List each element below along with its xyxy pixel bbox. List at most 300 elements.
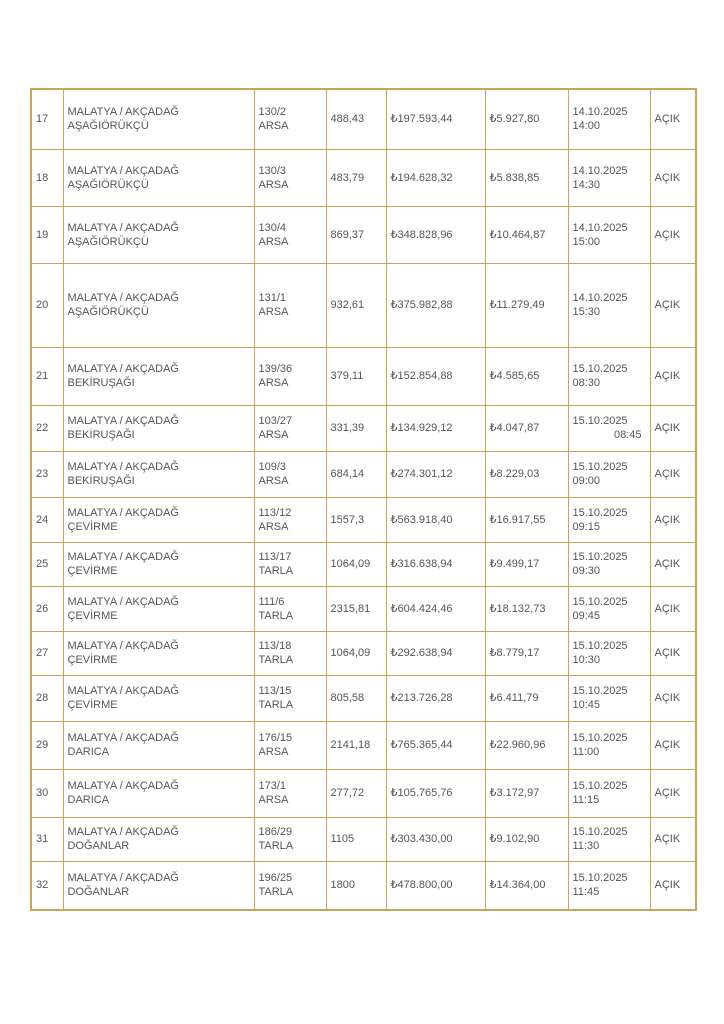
table-row xyxy=(31,497,696,542)
table-row xyxy=(31,817,696,861)
cell-deposit xyxy=(485,347,568,405)
cell-date-time xyxy=(568,451,650,497)
cell-text: ÇEVİRME xyxy=(67,699,118,711)
cell-text: AÇIK xyxy=(654,370,681,382)
table-row xyxy=(31,347,696,405)
cell-text: DOĞANLAR xyxy=(67,886,130,899)
cell-text: 109/3 xyxy=(258,461,287,473)
cell-text: 14:00 xyxy=(572,120,601,133)
cell-text: AÇIK xyxy=(654,833,681,845)
cell-area xyxy=(326,542,386,586)
cell-text: 09:00 xyxy=(572,475,601,487)
cell-text: 331,39 xyxy=(330,422,365,434)
cell-deposit xyxy=(485,769,568,817)
cell-text: AÇIK xyxy=(654,228,681,241)
cell-text: ₺14.364,00 xyxy=(489,879,546,892)
cell-date-time xyxy=(568,675,650,721)
cell-text: 805,58 xyxy=(330,692,365,704)
cell-text: 08:30 xyxy=(572,377,601,389)
table-row xyxy=(31,769,696,817)
cell-deposit xyxy=(485,149,568,206)
cell-deposit xyxy=(485,861,568,910)
cell-text: TARLA xyxy=(258,699,294,711)
cell-text: TARLA xyxy=(258,654,294,666)
cell-text: 14.10.2025 xyxy=(572,106,628,119)
table-row xyxy=(31,89,696,149)
cell-text: 483,79 xyxy=(330,171,365,184)
cell-row-number xyxy=(31,347,63,405)
cell-text: MALATYA / AKÇADAĞ xyxy=(67,164,179,177)
cell-parcel-and-type xyxy=(254,769,326,817)
cell-text: 15.10.2025 xyxy=(572,506,628,519)
cell-row-number xyxy=(31,631,63,675)
cell-text: 131/1 xyxy=(258,292,287,304)
table-row xyxy=(31,263,696,347)
cell-text: MALATYA / AKÇADAĞ xyxy=(67,106,179,119)
cell-text: AÇIK xyxy=(654,513,681,526)
cell-text: MALATYA / AKÇADAĞ xyxy=(67,506,179,519)
cell-text: 113/18 xyxy=(258,640,292,652)
cell-text: 15.10.2025 xyxy=(572,640,628,652)
cell-area xyxy=(326,721,386,769)
cell-deposit xyxy=(485,206,568,263)
cell-text: ₺8.229,03 xyxy=(489,468,540,480)
cell-text: 15.10.2025 xyxy=(572,826,628,838)
cell-status xyxy=(650,586,696,631)
cell-text: BEKİRUŞAĞI xyxy=(67,377,135,389)
cell-area xyxy=(326,675,386,721)
cell-text: ₺604.424,46 xyxy=(390,602,453,615)
cell-deposit xyxy=(485,89,568,149)
cell-text: 15.10.2025 xyxy=(572,732,628,744)
cell-text: 11:45 xyxy=(572,886,600,899)
cell-text: ₺274.301,12 xyxy=(390,468,453,480)
cell-text: MALATYA / AKÇADAĞ xyxy=(67,551,179,563)
cell-status xyxy=(650,263,696,347)
cell-price xyxy=(386,451,485,497)
cell-text: 32 xyxy=(36,879,49,892)
cell-text: 139/36 xyxy=(258,363,293,375)
table-row xyxy=(31,542,696,586)
cell-text: ₺105.765,76 xyxy=(390,787,453,799)
cell-text: MALATYA / AKÇADAĞ xyxy=(67,221,179,234)
cell-text: ₺6.411,79 xyxy=(489,692,539,704)
cell-text: 11:15 xyxy=(572,794,600,806)
cell-text: AÇIK xyxy=(654,647,681,659)
cell-parcel-and-type xyxy=(254,206,326,263)
cell-status xyxy=(650,631,696,675)
cell-text: 277,72 xyxy=(330,787,365,799)
table-row xyxy=(31,721,696,769)
cell-text: 130/4 xyxy=(258,221,287,234)
cell-text: DARICA xyxy=(67,746,110,758)
cell-row-number xyxy=(31,675,63,721)
cell-parcel-and-type xyxy=(254,631,326,675)
table-row xyxy=(31,675,696,721)
cell-row-number xyxy=(31,206,63,263)
cell-text: AÇIK xyxy=(654,171,681,184)
cell-text: ÇEVİRME xyxy=(67,609,118,622)
cell-text: MALATYA / AKÇADAĞ xyxy=(67,826,179,838)
cell-date-time xyxy=(568,769,650,817)
cell-price xyxy=(386,631,485,675)
cell-deposit xyxy=(485,497,568,542)
cell-text: 173/1 xyxy=(258,780,287,792)
cell-text: 932,61 xyxy=(330,299,365,311)
cell-text: ARSA xyxy=(258,235,289,248)
cell-text: ₺4.585,65 xyxy=(489,370,540,382)
cell-text: 1800 xyxy=(330,879,355,892)
cell-text: DARICA xyxy=(67,794,110,806)
cell-row-number xyxy=(31,149,63,206)
cell-text: 130/3 xyxy=(258,164,287,177)
cell-status xyxy=(650,149,696,206)
cell-status xyxy=(650,405,696,451)
cell-text: 08:45 xyxy=(613,429,642,441)
cell-text: ₺5.838,85 xyxy=(489,171,540,184)
cell-text: 15.10.2025 xyxy=(572,780,628,792)
cell-text: 22 xyxy=(36,422,49,434)
cell-text: ARSA xyxy=(258,178,289,191)
cell-price xyxy=(386,586,485,631)
cell-text: 30 xyxy=(36,787,49,799)
cell-row-number xyxy=(31,263,63,347)
cell-row-number xyxy=(31,405,63,451)
cell-text: BEKİRUŞAĞI xyxy=(67,429,135,441)
cell-text: AÇIK xyxy=(654,602,681,615)
cell-row-number xyxy=(31,451,63,497)
cell-text: 684,14 xyxy=(330,468,365,480)
cell-price xyxy=(386,721,485,769)
cell-text: 15:30 xyxy=(572,306,601,318)
cell-text: MALATYA / AKÇADAĞ xyxy=(67,415,179,427)
cell-parcel-and-type xyxy=(254,149,326,206)
cell-area xyxy=(326,769,386,817)
cell-text: 15.10.2025 xyxy=(572,461,628,473)
cell-text: ₺9.102,90 xyxy=(489,833,540,845)
cell-price xyxy=(386,405,485,451)
cell-text: 24 xyxy=(36,513,49,526)
cell-price xyxy=(386,861,485,910)
cell-text: ₺5.927,80 xyxy=(489,113,540,126)
table-row xyxy=(31,149,696,206)
cell-parcel-and-type xyxy=(254,675,326,721)
cell-text: MALATYA / AKÇADAĞ xyxy=(67,461,179,473)
cell-text: ARSA xyxy=(258,429,289,441)
cell-text: ₺9.499,17 xyxy=(489,558,540,570)
cell-deposit xyxy=(485,817,568,861)
cell-text: AÇIK xyxy=(654,558,681,570)
cell-text: 488,43 xyxy=(330,113,365,126)
cell-text: 09:45 xyxy=(572,609,601,622)
table-row xyxy=(31,586,696,631)
cell-text: 113/17 xyxy=(258,551,292,563)
cell-text: MALATYA / AKÇADAĞ xyxy=(67,685,179,697)
cell-location xyxy=(63,405,254,451)
cell-text: AÇIK xyxy=(654,787,681,799)
cell-status xyxy=(650,497,696,542)
cell-area xyxy=(326,149,386,206)
cell-row-number xyxy=(31,542,63,586)
cell-text: TARLA xyxy=(258,565,294,577)
cell-deposit xyxy=(485,721,568,769)
cell-text: 186/29 xyxy=(258,826,293,838)
cell-price xyxy=(386,769,485,817)
cell-text: 11:00 xyxy=(572,746,600,758)
cell-status xyxy=(650,721,696,769)
cell-text: ₺375.982,88 xyxy=(390,299,453,311)
cell-text: 11:30 xyxy=(572,840,600,852)
cell-text: 130/2 xyxy=(258,106,287,119)
cell-date-time xyxy=(568,861,650,910)
cell-text: TARLA xyxy=(258,609,294,622)
cell-text: 14:30 xyxy=(572,178,601,191)
cell-parcel-and-type xyxy=(254,586,326,631)
cell-date-time xyxy=(568,586,650,631)
cell-text: ₺8.779,17 xyxy=(489,647,540,659)
cell-text: ÇEVİRME xyxy=(67,520,118,533)
cell-location xyxy=(63,631,254,675)
cell-text: 19 xyxy=(36,228,49,241)
cell-text: 09:30 xyxy=(572,565,601,577)
cell-text: AÇIK xyxy=(654,879,681,892)
table-row xyxy=(31,451,696,497)
cell-text: 103/27 xyxy=(258,415,293,427)
cell-area xyxy=(326,206,386,263)
cell-row-number xyxy=(31,89,63,149)
cell-location xyxy=(63,542,254,586)
cell-area xyxy=(326,451,386,497)
cell-text: 113/12 xyxy=(258,506,292,519)
cell-parcel-and-type xyxy=(254,347,326,405)
cell-text: DOĞANLAR xyxy=(67,840,130,852)
cell-text: TARLA xyxy=(258,886,294,899)
cell-text: 15.10.2025 xyxy=(572,551,628,563)
cell-deposit xyxy=(485,542,568,586)
cell-text: ARSA xyxy=(258,520,289,533)
cell-date-time xyxy=(568,206,650,263)
cell-text: ₺316.638,94 xyxy=(390,558,453,570)
cell-location xyxy=(63,675,254,721)
cell-text: ₺292.638,94 xyxy=(390,647,453,659)
cell-status xyxy=(650,206,696,263)
cell-text: AŞAĞIÖRÜKÇÜ xyxy=(67,120,149,133)
cell-parcel-and-type xyxy=(254,497,326,542)
cell-location xyxy=(63,721,254,769)
cell-price xyxy=(386,263,485,347)
cell-area xyxy=(326,817,386,861)
cell-text: BEKİRUŞAĞI xyxy=(67,475,135,487)
cell-text: AŞAĞIÖRÜKÇÜ xyxy=(67,306,149,318)
cell-date-time xyxy=(568,497,650,542)
cell-row-number xyxy=(31,817,63,861)
cell-area xyxy=(326,586,386,631)
table-row xyxy=(31,631,696,675)
cell-area xyxy=(326,263,386,347)
cell-date-time xyxy=(568,263,650,347)
cell-status xyxy=(650,769,696,817)
cell-text: ₺152.854,88 xyxy=(390,370,453,382)
cell-text: 2141,18 xyxy=(330,739,371,751)
cell-text: 15.10.2025 xyxy=(572,595,628,608)
cell-parcel-and-type xyxy=(254,542,326,586)
cell-row-number xyxy=(31,861,63,910)
cell-text: MALATYA / AKÇADAĞ xyxy=(67,780,179,792)
cell-text: 14.10.2025 xyxy=(572,292,628,304)
cell-text: 14.10.2025 xyxy=(572,221,628,234)
cell-row-number xyxy=(31,769,63,817)
cell-text: ₺16.917,55 xyxy=(489,513,546,526)
cell-text: AÇIK xyxy=(654,739,681,751)
cell-text: ARSA xyxy=(258,475,289,487)
cell-parcel-and-type xyxy=(254,263,326,347)
cell-text: ₺10.464,87 xyxy=(489,228,546,241)
cell-text: ₺22.960,96 xyxy=(489,739,546,751)
cell-location xyxy=(63,89,254,149)
cell-text: ARSA xyxy=(258,120,289,133)
cell-text: AŞAĞIÖRÜKÇÜ xyxy=(67,235,149,248)
cell-text: 21 xyxy=(36,370,49,382)
cell-price xyxy=(386,497,485,542)
cell-text: 14.10.2025 xyxy=(572,164,628,177)
cell-date-time xyxy=(568,347,650,405)
cell-row-number xyxy=(31,586,63,631)
cell-text: 29 xyxy=(36,739,49,751)
cell-area xyxy=(326,497,386,542)
table-row xyxy=(31,206,696,263)
cell-text: MALATYA / AKÇADAĞ xyxy=(67,363,179,375)
cell-text: 176/15 xyxy=(258,732,293,744)
cell-text: 28 xyxy=(36,692,49,704)
cell-price xyxy=(386,542,485,586)
cell-text: ÇEVİRME xyxy=(67,565,118,577)
cell-deposit xyxy=(485,263,568,347)
cell-text: 09:15 xyxy=(572,520,601,533)
cell-location xyxy=(63,263,254,347)
cell-text: MALATYA / AKÇADAĞ xyxy=(67,640,179,652)
cell-text: ARSA xyxy=(258,746,289,758)
cell-area xyxy=(326,347,386,405)
table-row xyxy=(31,861,696,910)
cell-text: ARSA xyxy=(258,306,289,318)
cell-text: ₺18.132,73 xyxy=(489,602,546,615)
cell-parcel-and-type xyxy=(254,861,326,910)
cell-parcel-and-type xyxy=(254,817,326,861)
cell-price xyxy=(386,89,485,149)
cell-deposit xyxy=(485,631,568,675)
cell-area xyxy=(326,631,386,675)
cell-area xyxy=(326,861,386,910)
cell-text: 15:00 xyxy=(572,235,601,248)
cell-text: 10:30 xyxy=(572,654,601,666)
cell-text: 1064,09 xyxy=(330,558,371,570)
cell-date-time xyxy=(568,817,650,861)
cell-text: 379,11 xyxy=(330,370,364,382)
cell-date-time xyxy=(568,149,650,206)
cell-location xyxy=(63,586,254,631)
cell-text: AŞAĞIÖRÜKÇÜ xyxy=(67,178,149,191)
cell-deposit xyxy=(485,675,568,721)
cell-status xyxy=(650,861,696,910)
cell-text: 113/15 xyxy=(258,685,292,697)
cell-parcel-and-type xyxy=(254,405,326,451)
cell-deposit xyxy=(485,405,568,451)
cell-text: ₺4.047,87 xyxy=(489,422,540,434)
cell-text: MALATYA / AKÇADAĞ xyxy=(67,595,179,608)
cell-text: ÇEVİRME xyxy=(67,654,118,666)
cell-status xyxy=(650,89,696,149)
cell-text: ₺134.929,12 xyxy=(390,422,453,434)
cell-area xyxy=(326,89,386,149)
cell-text: ₺11.279,49 xyxy=(489,299,545,311)
cell-text: 27 xyxy=(36,647,49,659)
cell-parcel-and-type xyxy=(254,721,326,769)
cell-text: 10:45 xyxy=(572,699,601,711)
cell-text: 1064,09 xyxy=(330,647,371,659)
cell-text: AÇIK xyxy=(654,113,681,126)
cell-text: 15.10.2025 xyxy=(572,363,628,375)
cell-text: 15.10.2025 xyxy=(572,415,628,427)
cell-text: ₺303.430,00 xyxy=(390,833,453,845)
cell-text: ₺563.918,40 xyxy=(390,513,453,526)
cell-text: 18 xyxy=(36,171,49,184)
cell-text: ₺3.172,97 xyxy=(489,787,540,799)
cell-text: MALATYA / AKÇADAĞ xyxy=(67,292,179,304)
cell-text: 15.10.2025 xyxy=(572,872,628,885)
cell-date-time xyxy=(568,405,650,451)
cell-text: 20 xyxy=(36,299,49,311)
cell-price xyxy=(386,149,485,206)
cell-text: MALATYA / AKÇADAĞ xyxy=(67,872,179,885)
cell-text: ₺348.828,96 xyxy=(390,228,453,241)
cell-status xyxy=(650,675,696,721)
cell-text: ₺197.593,44 xyxy=(390,113,453,126)
cell-location xyxy=(63,206,254,263)
cell-text: 869,37 xyxy=(330,228,365,241)
cell-area xyxy=(326,405,386,451)
cell-parcel-and-type xyxy=(254,451,326,497)
cell-text: 1557,3 xyxy=(330,513,365,526)
cell-price xyxy=(386,817,485,861)
cell-text: ₺478.800,00 xyxy=(390,879,453,892)
cell-text: AÇIK xyxy=(654,422,681,434)
cell-date-time xyxy=(568,631,650,675)
auction-table-body xyxy=(31,89,696,910)
cell-text: MALATYA / AKÇADAĞ xyxy=(67,732,179,744)
cell-text: 2315,81 xyxy=(330,602,371,615)
cell-date-time xyxy=(568,89,650,149)
cell-text: AÇIK xyxy=(654,692,681,704)
cell-text: 111/6 xyxy=(258,595,285,608)
cell-text: ₺194.628,32 xyxy=(390,171,453,184)
cell-text: ARSA xyxy=(258,377,289,389)
table-row xyxy=(31,405,696,451)
cell-text: ₺765.365,44 xyxy=(390,739,453,751)
cell-status xyxy=(650,817,696,861)
cell-parcel-and-type xyxy=(254,89,326,149)
cell-location xyxy=(63,817,254,861)
cell-text: 196/25 xyxy=(258,872,293,885)
cell-date-time xyxy=(568,721,650,769)
cell-price xyxy=(386,206,485,263)
cell-text: ₺213.726,28 xyxy=(390,692,453,704)
cell-text: 31 xyxy=(36,833,49,845)
cell-text: 17 xyxy=(36,113,49,126)
cell-status xyxy=(650,542,696,586)
cell-text: 25 xyxy=(36,558,49,570)
cell-location xyxy=(63,347,254,405)
cell-status xyxy=(650,347,696,405)
